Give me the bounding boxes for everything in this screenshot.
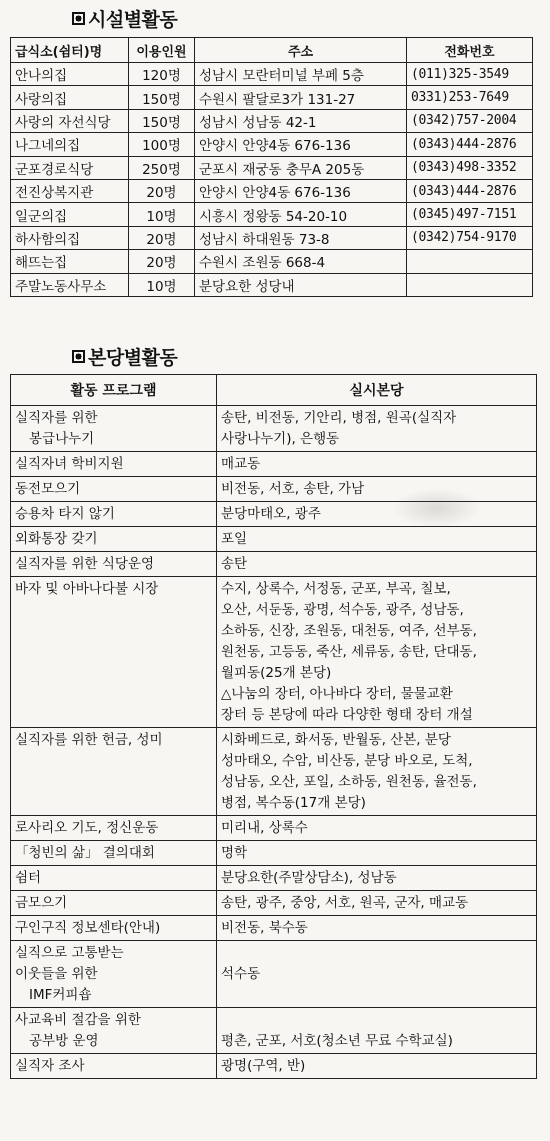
program-cell	[11, 1054, 217, 1079]
table-row	[11, 109, 533, 132]
program-line: 실직자녀 학비지원	[15, 456, 124, 472]
program-line: 실직자를 위한 헌금, 성미	[15, 732, 163, 748]
program-cell	[11, 728, 217, 816]
phone-cell: (0343)444-2876	[407, 179, 533, 202]
program-cell	[11, 577, 217, 728]
address-cell: 분당요한 성당내	[195, 273, 407, 296]
facility-table-body	[11, 63, 533, 297]
phone-cell: (0343)498-3352	[407, 156, 533, 179]
table-row	[11, 891, 537, 916]
parish-table-body	[11, 406, 537, 1079]
address-cell: 안양시 안양4동 676-136	[195, 179, 407, 202]
parish-line: 분당마태오, 광주	[221, 506, 321, 522]
parish-line: 미리내, 상록수	[221, 820, 308, 836]
user-count-cell: 100명	[129, 133, 195, 156]
parish-list-cell	[217, 1054, 537, 1079]
parish-line: 시화베드로, 화서동, 반월동, 산본, 분당	[221, 732, 451, 748]
user-count-cell: 250명	[129, 156, 195, 179]
filled-square-icon	[72, 12, 85, 25]
user-count-cell: 20명	[129, 179, 195, 202]
parish-list-cell	[217, 577, 537, 728]
program-line: 봉급나누기	[29, 431, 95, 447]
table-row	[11, 728, 537, 816]
phone-cell: 0331)253-7649	[407, 86, 533, 109]
parish-line: 비전동, 북수동	[221, 920, 308, 936]
user-count-cell: 150명	[129, 109, 195, 132]
parish-list-cell	[217, 816, 537, 841]
program-cell	[11, 941, 217, 1008]
parish-line: 석수동	[221, 966, 261, 982]
parish-line: 병점, 복수동(17개 본당)	[221, 795, 366, 811]
program-line: IMF커피숍	[29, 987, 92, 1003]
parish-line: 장터 등 본당에 따라 다양한 형태 장터 개설	[221, 707, 473, 723]
program-line: 공부방 운영	[29, 1033, 99, 1049]
program-line: 쉼터	[15, 870, 42, 886]
table-row	[11, 156, 533, 179]
table-row	[11, 1008, 537, 1054]
parish-line: 원천동, 고등동, 죽산, 세류동, 송탄, 단대동,	[221, 644, 477, 660]
phone-cell	[407, 250, 533, 273]
facility-table	[10, 37, 533, 297]
phone-cell: (011)325-3549	[407, 63, 533, 86]
facility-name-cell: 해뜨는집	[11, 250, 129, 273]
facility-section-title: 시설별활동	[72, 5, 177, 32]
table-row	[11, 577, 537, 728]
program-line: 로사리오 기도, 정신운동	[15, 820, 159, 836]
parish-line: △나눔의 장터, 아나바다 장터, 물물교환	[221, 686, 453, 702]
program-line: 동전모으기	[15, 481, 81, 497]
address-cell: 시흥시 정왕동 54-20-10	[195, 203, 407, 226]
parish-list-cell	[217, 502, 537, 527]
parish-line: 평촌, 군포, 서호(청소년 무료 수학교실)	[221, 1033, 453, 1049]
table-row	[11, 452, 537, 477]
user-count-cell: 10명	[129, 203, 195, 226]
table-row	[11, 86, 533, 109]
phone-cell: (0342)754-9170	[407, 226, 533, 249]
user-count-cell: 10명	[129, 273, 195, 296]
parish-line: 송탄	[221, 556, 248, 572]
parish-line: 포일	[221, 531, 248, 547]
facility-name-cell: 사랑의 자선식당	[11, 109, 129, 132]
header-cell: 주소	[195, 38, 407, 63]
parish-activity-table	[10, 374, 537, 1079]
parish-list-cell	[217, 916, 537, 941]
parish-line: 성마태오, 수암, 비산동, 분당 바오로, 도척,	[221, 753, 473, 769]
table-row	[11, 63, 533, 86]
address-cell: 성남시 모란터미널 부페 5층	[195, 63, 407, 86]
table-row	[11, 816, 537, 841]
table-row	[11, 179, 533, 202]
program-cell	[11, 841, 217, 866]
table-row	[11, 477, 537, 502]
parish-line: 소하동, 신장, 조원동, 대천동, 여주, 선부동,	[221, 623, 477, 639]
table-row	[11, 552, 537, 577]
table-row	[11, 1054, 537, 1079]
facility-name-cell: 나그네의집	[11, 133, 129, 156]
program-line: 구인구직 정보센타(안내)	[15, 920, 161, 936]
phone-cell: (0345)497-7151	[407, 203, 533, 226]
parish-list-cell	[217, 891, 537, 916]
program-cell	[11, 406, 217, 452]
program-line: 이웃들을 위한	[15, 966, 98, 982]
parish-line: 비전동, 서호, 송탄, 가남	[221, 481, 365, 497]
facility-name-cell: 일군의집	[11, 203, 129, 226]
facility-name-cell: 안나의집	[11, 63, 129, 86]
phone-cell	[407, 273, 533, 296]
program-cell	[11, 502, 217, 527]
table-row	[11, 527, 537, 552]
address-cell: 수원시 팔달로3가 131-27	[195, 86, 407, 109]
parish-list-cell	[217, 941, 537, 1008]
address-cell: 성남시 하대원동 73-8	[195, 226, 407, 249]
program-line: 금모으기	[15, 895, 68, 911]
program-cell	[11, 552, 217, 577]
parish-list-cell	[217, 452, 537, 477]
user-count-cell: 150명	[129, 86, 195, 109]
program-line: 실직자를 위한 식당운영	[15, 556, 154, 572]
program-cell	[11, 1008, 217, 1054]
table-row	[11, 916, 537, 941]
header-cell: 활동 프로그램	[11, 375, 217, 406]
program-cell	[11, 527, 217, 552]
table-row	[11, 273, 533, 296]
filled-square-icon	[72, 350, 85, 363]
table-row	[11, 941, 537, 1008]
parish-list-cell	[217, 1008, 537, 1054]
parish-list-cell	[217, 728, 537, 816]
parish-list-cell	[217, 406, 537, 452]
user-count-cell: 20명	[129, 250, 195, 273]
parish-line: 월피동(25개 본당)	[221, 665, 332, 681]
parish-line: 수지, 상록수, 서정동, 군포, 부곡, 칠보,	[221, 581, 451, 597]
facility-name-cell: 하사함의집	[11, 226, 129, 249]
parish-list-cell	[217, 477, 537, 502]
program-line: 외화통장 갖기	[15, 531, 98, 547]
user-count-cell: 120명	[129, 63, 195, 86]
parish-line: 성남동, 오산, 포일, 소하동, 원천동, 율전동,	[221, 774, 477, 790]
facility-table-header	[11, 38, 533, 63]
address-cell: 군포시 재궁동 충무A 205동	[195, 156, 407, 179]
table-row	[11, 226, 533, 249]
parish-line: 광명(구역, 반)	[221, 1058, 306, 1074]
parish-line: 사랑나누기), 은행동	[221, 431, 340, 447]
parish-table-header	[11, 375, 537, 406]
program-cell	[11, 866, 217, 891]
parish-line: 분당요한(주말상담소), 성남동	[221, 870, 397, 886]
program-line: 「청빈의 삶」 결의대회	[15, 845, 155, 861]
program-line: 바자 및 아바나다불 시장	[15, 581, 159, 597]
program-line: 사교육비 절감을 위한	[15, 1012, 141, 1028]
program-cell	[11, 816, 217, 841]
facility-name-cell: 전진상복지관	[11, 179, 129, 202]
parish-line: 명학	[221, 845, 248, 861]
header-cell: 급식소(쉼터)명	[11, 38, 129, 63]
parish-list-cell	[217, 552, 537, 577]
facility-name-cell: 사랑의집	[11, 86, 129, 109]
address-cell: 안양시 안양4동 676-136	[195, 133, 407, 156]
parish-line: 송탄, 광주, 중앙, 서호, 원곡, 군자, 매교동	[221, 895, 469, 911]
parish-line: 매교동	[221, 456, 261, 472]
table-row	[11, 841, 537, 866]
header-cell: 이용인원	[129, 38, 195, 63]
parish-list-cell	[217, 841, 537, 866]
table-row	[11, 502, 537, 527]
address-cell: 성남시 성남동 42-1	[195, 109, 407, 132]
table-row	[11, 406, 537, 452]
facility-name-cell: 군포경로식당	[11, 156, 129, 179]
program-line: 실직자 조사	[15, 1058, 85, 1074]
program-cell	[11, 477, 217, 502]
phone-cell: (0343)444-2876	[407, 133, 533, 156]
program-cell	[11, 452, 217, 477]
facility-name-cell: 주말노동사무소	[11, 273, 129, 296]
program-line: 실직으로 고통받는	[15, 945, 124, 961]
header-cell: 실시본당	[217, 375, 537, 406]
table-row	[11, 203, 533, 226]
table-row	[11, 250, 533, 273]
header-cell: 전화번호	[407, 38, 533, 63]
parish-line: 오산, 서둔동, 광명, 석수동, 광주, 성남동,	[221, 602, 464, 618]
user-count-cell: 20명	[129, 226, 195, 249]
parish-list-cell	[217, 866, 537, 891]
program-line: 실직자를 위한	[15, 410, 98, 426]
parish-list-cell	[217, 527, 537, 552]
table-row	[11, 133, 533, 156]
program-line: 승용차 타지 않기	[15, 506, 115, 522]
program-cell	[11, 891, 217, 916]
phone-cell: (0342)757-2004	[407, 109, 533, 132]
address-cell: 수원시 조원동 668-4	[195, 250, 407, 273]
parish-section-title: 본당별활동	[72, 343, 177, 370]
program-cell	[11, 916, 217, 941]
table-row	[11, 866, 537, 891]
parish-line: 송탄, 비전동, 기안리, 병점, 원곡(실직자	[221, 410, 457, 426]
